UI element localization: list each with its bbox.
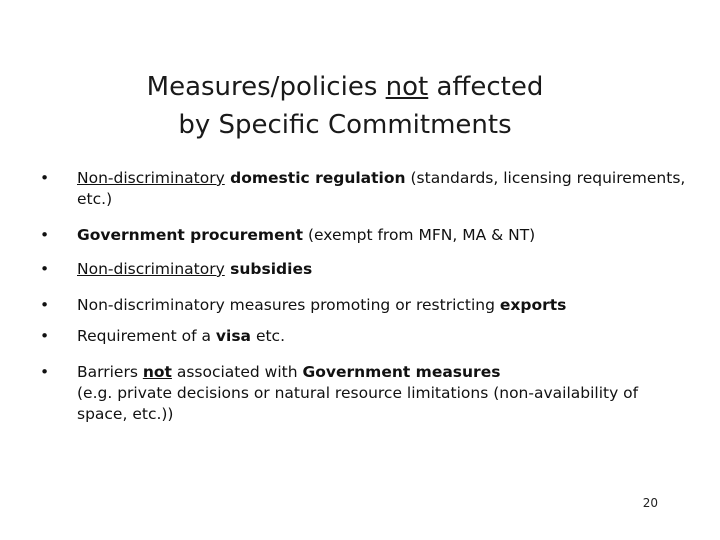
title-text-not: not: [385, 72, 429, 102]
bullet-text: etc.: [251, 327, 286, 345]
bullet-marker: •: [40, 226, 50, 244]
bullet-marker: •: [40, 296, 50, 314]
bullet-text: domestic regulation: [224, 169, 406, 187]
bullet-item-exports: [40, 295, 566, 316]
bullet-item-barriers: [40, 362, 690, 425]
bullet-text: subsidies: [224, 260, 313, 278]
bullet-text: (e.g. private decisions or natural resource limitations (non-availability of space, etc.)): [77, 384, 639, 423]
bullet-text: Government procurement: [77, 226, 304, 244]
bullet-text: Non-discriminatory: [77, 169, 225, 187]
bullet-item-domestic-regulation: [40, 168, 690, 210]
bullet-text: Non-discriminatory: [77, 260, 225, 278]
bullet-marker: •: [40, 327, 50, 345]
page-number: 20: [642, 496, 658, 510]
bullet-text: associated with: [171, 363, 303, 381]
title-text-a: Measures/policies: [146, 72, 386, 102]
bullet-marker: •: [40, 363, 50, 381]
bullet-text: Government measures: [302, 363, 501, 381]
bullet-marker: •: [40, 169, 50, 187]
slide-title: [120, 68, 570, 144]
bullet-text: Requirement of a: [77, 327, 216, 345]
bullet-marker: •: [40, 260, 50, 278]
bullet-item-visa: [40, 326, 285, 347]
bullet-text: exports: [499, 296, 567, 314]
bullet-text: (exempt from MFN, MA & NT): [303, 226, 536, 244]
bullet-text: (standards, licensing requirements, etc.): [77, 169, 686, 208]
title-line-2: by Specific Commitments: [178, 110, 512, 140]
bullet-item-government-procurement: [40, 225, 535, 246]
bullet-text: Non-discriminatory measures promoting or restricting: [77, 296, 500, 314]
bullet-text: not: [142, 363, 172, 381]
bullet-text: Barriers: [77, 363, 143, 381]
title-line-1: [120, 68, 570, 106]
title-text-b: affected: [428, 72, 544, 102]
bullet-text: visa: [215, 327, 252, 345]
bullet-item-subsidies: [40, 259, 312, 280]
